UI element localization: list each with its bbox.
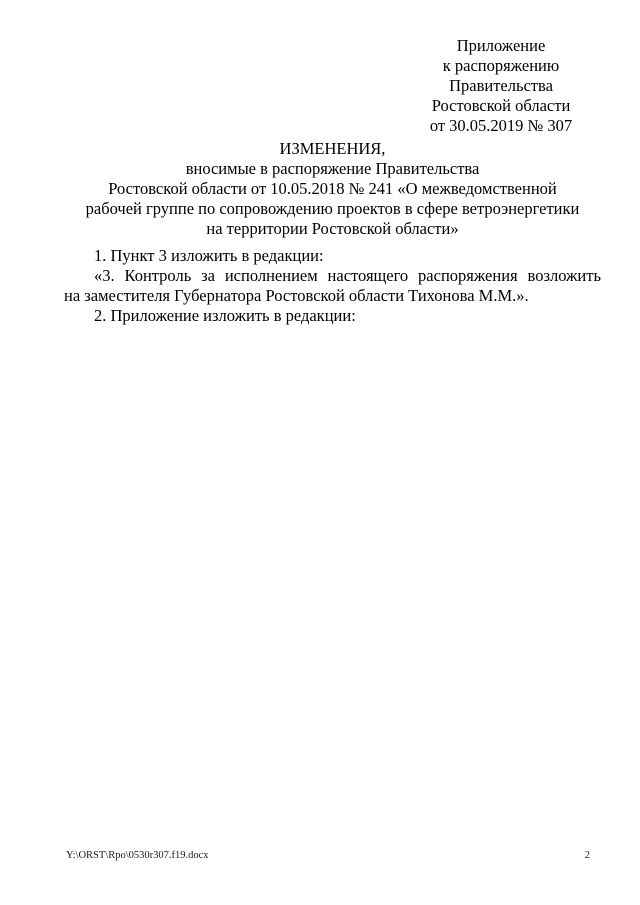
appendix-reference-line: от 30.05.2019 № 307 [429,116,573,135]
appendix-reference-block [413,36,589,136]
body-paragraph-3: 2. Приложение изложить в редакции: [94,306,356,325]
appendix-reference-line: Приложение [456,36,546,55]
document-title-line: ИЗМЕНЕНИЯ, [279,139,386,158]
footer-file-path: Y:\ORST\Rpo\0530r307.f19.docx [66,850,209,861]
body-paragraph-2-line-1: «3. Контроль за исполнением настоящего распоряжения возложить [94,266,601,285]
document-title-line: рабочей группе по сопровождению проектов в сфере ветроэнергетики [85,199,580,218]
document-title-line: на территории Ростовской области» [206,219,459,238]
document-title-line: Ростовской области от 10.05.2018 № 241 «О межведомственной [108,179,557,198]
page-footer [66,849,590,862]
appendix-reference-line: Ростовской области [431,96,571,115]
body-paragraph-2-line-2: на заместителя Губернатора Ростовской области Тихонова М.М.». [64,286,529,305]
footer-page-number: 2 [584,850,590,861]
appendix-reference-line: Правительства [449,76,553,95]
document-body [64,246,601,326]
appendix-reference-line: к распоряжению [442,56,560,75]
document-title-line: вносимые в распоряжение Правительства [185,159,480,178]
document-title [64,139,601,239]
body-paragraph-1: 1. Пункт 3 изложить в редакции: [94,246,324,265]
